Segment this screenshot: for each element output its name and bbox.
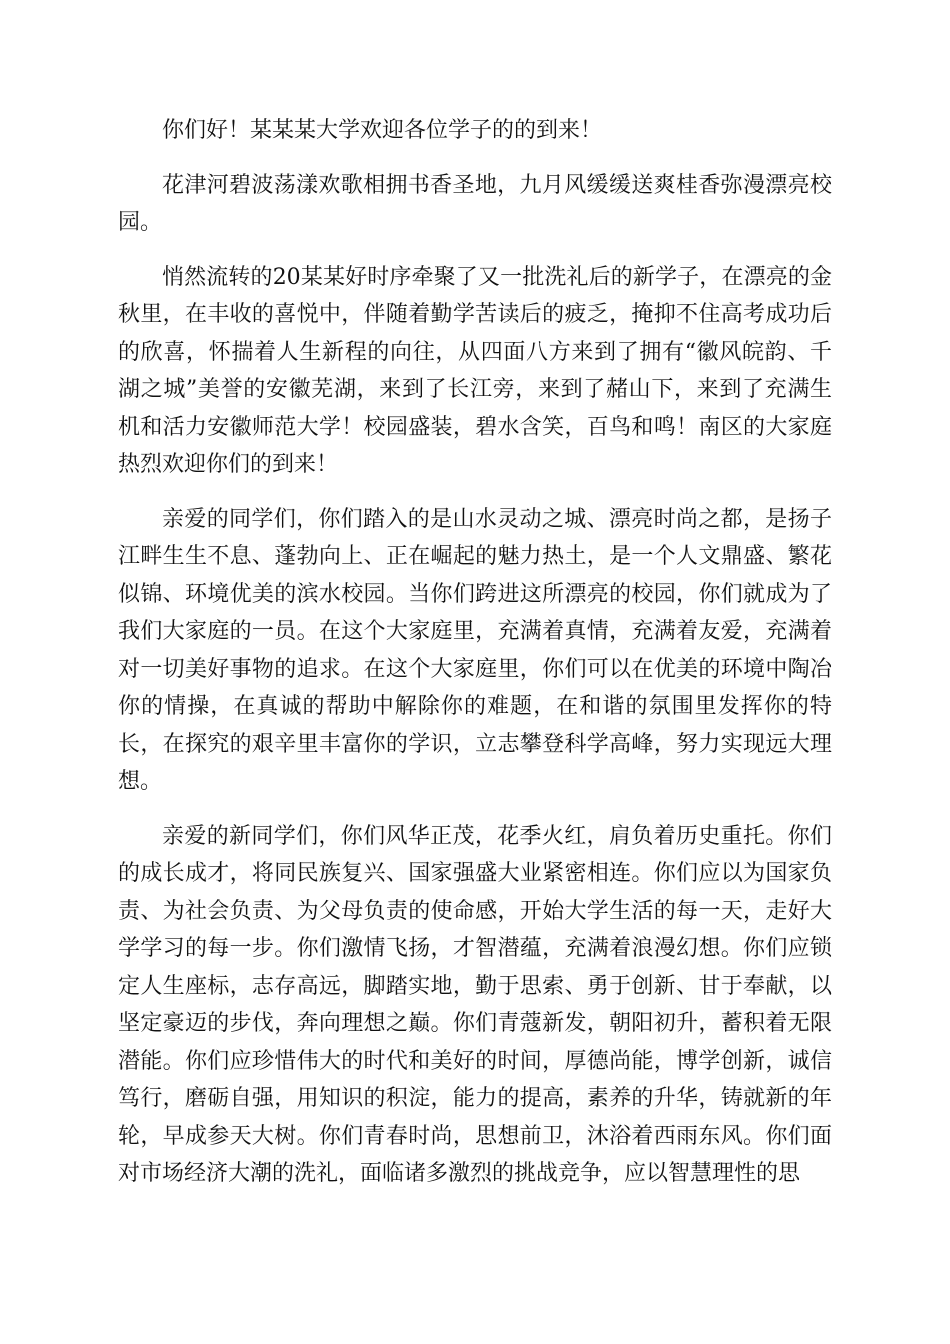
new-students-paragraph: 亲爱的新同学们，你们风华正茂，花季火红，肩负着历史重托。你们的成长成才，将同民族复兴、国家强盛大业紧密相连。你们应以为国家负责、为社会负责、为父母负责的使命感，开始大学生活的每一天，走好大学学习的每一步。你们激情飞扬，才智潜蕴，充满着浪漫幻想。你们应锁定人生座标，志存高远，脚踏实地，勤于思索、勇于创新、甘于奉献，以坚定豪迈的步伐，奔向理想之巅。你们青蔻新发，朝阳初升，蓄积着无限潜能。你们应珍惜伟大的时代和美好的时间，厚德尚能，博学创新，诚信笃行，磨砺自强，用知识的积淀，能力的提高，素养的升华，铸就新的年轮，早成参天大树。你们青春时尚，思想前卫，沐浴着西雨东风。你们面对市场经济大潮的洗礼，面临诸多激烈的挑战竞争，应以智慧理性的思: [118, 823, 832, 1186]
campus-scenery-paragraph: 花津河碧波荡漾欢歌相拥书香圣地，九月风缓缓送爽桂香弥漫漂亮校园。: [118, 172, 832, 235]
greeting-paragraph: 你们好！某某某大学欢迎各位学子的的到来！: [162, 118, 603, 143]
document-body: [118, 112, 832, 1210]
campus-family-paragraph: 亲爱的同学们，你们踏入的是山水灵动之城、漂亮时尚之都，是扬子江畔生生不息、蓬勃向上、正在崛起的魅力热土，是一个人文鼎盛、繁花似锦、环境优美的滨水校园。当你们跨进这所漂亮的校园，你们就成为了我们大家庭的一员。在这个大家庭里，充满着真情，充满着友爱，充满着对一切美好事物的追求。在这个大家庭里，你们可以在优美的环境中陶冶你的情操，在真诚的帮助中解除你的难题，在和谐的氛围里发挥你的特长，在探究的艰辛里丰富你的学识，立志攀登科学高峰，努力实现远大理想。: [118, 506, 832, 794]
arrival-paragraph: 悄然流转的20某某好时序牵聚了又一批洗礼后的新学子，在漂亮的金秋里，在丰收的喜悦中，伴随着勤学苦读后的疲乏，掩抑不住高考成功后的欣喜，怀揣着人生新程的向往，从四面八方来到了拥有“徽风皖韵、千湖之城”美誉的安徽芜湖，来到了长江旁，来到了赭山下，来到了充满生机和活力安徽师范大学！校园盛装，碧水含笑，百鸟和鸣！南区的大家庭热烈欢迎你们的到来！: [118, 264, 832, 477]
